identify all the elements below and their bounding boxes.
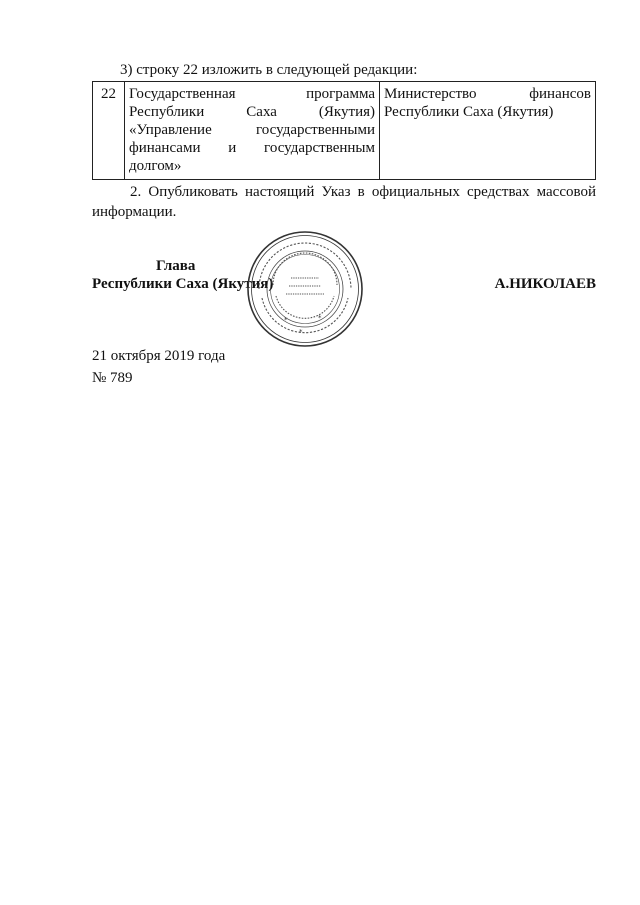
program-line: финансами и государственным — [129, 140, 375, 156]
program-line: Республики Саха (Якутия) — [129, 104, 375, 120]
responsible-ministry-cell — [380, 82, 596, 180]
publication-line: информации. — [92, 204, 177, 220]
signing-date: 21 октября 2019 года — [92, 348, 226, 364]
program-line: долгом» — [129, 158, 182, 174]
document-number: № 789 — [92, 370, 133, 386]
svg-text:*: * — [299, 328, 303, 336]
publication-clause — [92, 182, 596, 222]
program-line: «Управление государственными — [129, 122, 375, 138]
signatory-name: А.НИКОЛАЕВ — [494, 276, 596, 292]
program-name-cell — [125, 82, 380, 180]
svg-text:*: * — [318, 314, 322, 322]
publication-line: 2. Опубликовать настоящий Указ в официальных средствах массовой — [130, 184, 596, 200]
ministry-line: Министерство финансов — [384, 86, 591, 102]
table-row — [93, 82, 596, 180]
signatory-title: Глава — [156, 258, 196, 274]
signatory-organization: Республики Саха (Якутия) — [92, 276, 274, 292]
program-line: Государственная программа — [129, 86, 375, 102]
amendment-intro: 3) строку 22 изложить в следующей редакции: — [120, 62, 418, 78]
svg-text:*: * — [284, 316, 288, 324]
amendment-table — [92, 81, 596, 180]
ministry-line: Республики Саха (Якутия) — [384, 104, 554, 120]
official-seal-stamp — [246, 230, 364, 348]
row-number-cell: 22 — [93, 82, 125, 180]
